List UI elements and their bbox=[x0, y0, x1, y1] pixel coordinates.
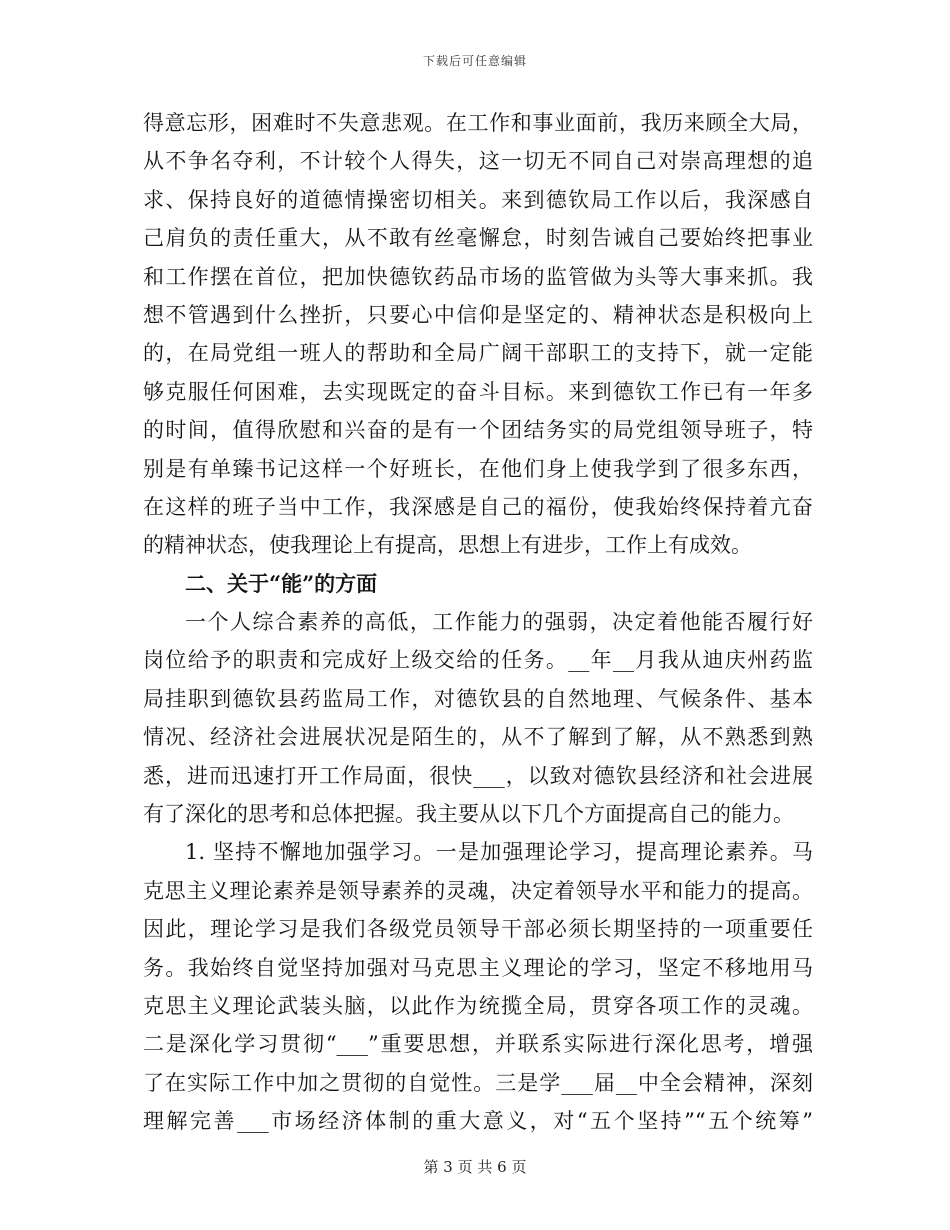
paragraph-first-line: 一个人综合素养的高低，工作能力的强弱，决定着他能否履行好 bbox=[185, 610, 813, 635]
text-line: 的精神状态，使我理论上有提高，思想上有进步，工作上有成效。 bbox=[143, 533, 752, 558]
text-line: 得意忘形，困难时不失意悲观。在工作和事业面前，我历来顾全大局， bbox=[143, 111, 813, 135]
text-line: 二是深化学习贯彻“___”重要思想，并联系实际进行深化思考，增强 bbox=[143, 1032, 813, 1057]
text-line: 够克服任何困难，去实现既定的奋斗目标。来到德钦工作已有一年多 bbox=[143, 379, 813, 404]
text-line: 想不管遇到什么挫折，只要心中信仰是坚定的、精神状态是积极向上 bbox=[143, 302, 813, 327]
text-line: 理解完善___市场经济体制的重大意义，对“五个坚持”“五个统筹” bbox=[143, 1109, 813, 1134]
section-heading: 二、关于“能”的方面 bbox=[185, 570, 378, 596]
text-line: 从不争名夺利，不计较个人得失，这一切无不同自己对崇高理想的追 bbox=[143, 149, 813, 174]
text-line: 克思主义理论武装头脑，以此作为统揽全局，贯穿各项工作的灵魂。 bbox=[143, 993, 813, 1018]
text-line: 的，在局党组一班人的帮助和全局广阔干部职工的支持下，就一定能 bbox=[143, 341, 813, 366]
page-number: 第 3 页 共 6 页 bbox=[423, 1158, 527, 1176]
text-line: 岗位给予的职责和完成好上级交给的任务。__年__月我从迪庆州药监 bbox=[143, 648, 813, 673]
text-line: 求、保持良好的道德情操密切相关。来到德钦局工作以后，我深感自 bbox=[143, 187, 813, 212]
text-line: 的时间，值得欣慰和兴奋的是有一个团结务实的局党组领导班子，特 bbox=[143, 418, 813, 443]
text-line: 有了深化的思考和总体把握。我主要从以下几个方面提高自己的能力。 bbox=[143, 802, 794, 827]
paragraph-first-line: 1. 坚持不懈地加强学习。一是加强理论学习，提高理论素养。马 bbox=[185, 840, 813, 865]
text-line: 在这样的班子当中工作，我深感是自己的福份，使我始终保持着亢奋 bbox=[143, 494, 813, 519]
text-line: 务。我始终自觉坚持加强对马克思主义理论的学习，坚定不移地用马 bbox=[143, 955, 813, 980]
text-line: 克思主义理论素养是领导素养的灵魂，决定着领导水平和能力的提高。 bbox=[143, 878, 813, 903]
text-line: 悉，进而迅速打开工作局面，很快___，以致对德钦县经济和社会进展 bbox=[143, 763, 813, 788]
text-line: 和工作摆在首位，把加快德钦药品市场的监管做为头等大事来抓。我 bbox=[143, 264, 813, 289]
text-line: 局挂职到德钦县药监局工作，对德钦县的自然地理、气候条件、基本 bbox=[143, 686, 813, 711]
page-header-note: 下载后可任意编辑 bbox=[422, 54, 527, 68]
text-line: 情况、经济社会进展状况是陌生的，从不了解到了解，从不熟悉到熟 bbox=[143, 725, 813, 750]
text-line: 己肩负的责任重大，从不敢有丝毫懈怠，时刻告诫自己要始终把事业 bbox=[143, 226, 813, 251]
text-line: 因此，理论学习是我们各级党员领导干部必须长期坚持的一项重要任 bbox=[143, 917, 813, 942]
document-body bbox=[143, 104, 813, 1141]
text-line: 别是有单臻书记这样一个好班长，在他们身上使我学到了很多东西， bbox=[143, 456, 813, 481]
text-line: 了在实际工作中加之贯彻的自觉性。三是学___届__中全会精神，深刻 bbox=[143, 1070, 813, 1095]
